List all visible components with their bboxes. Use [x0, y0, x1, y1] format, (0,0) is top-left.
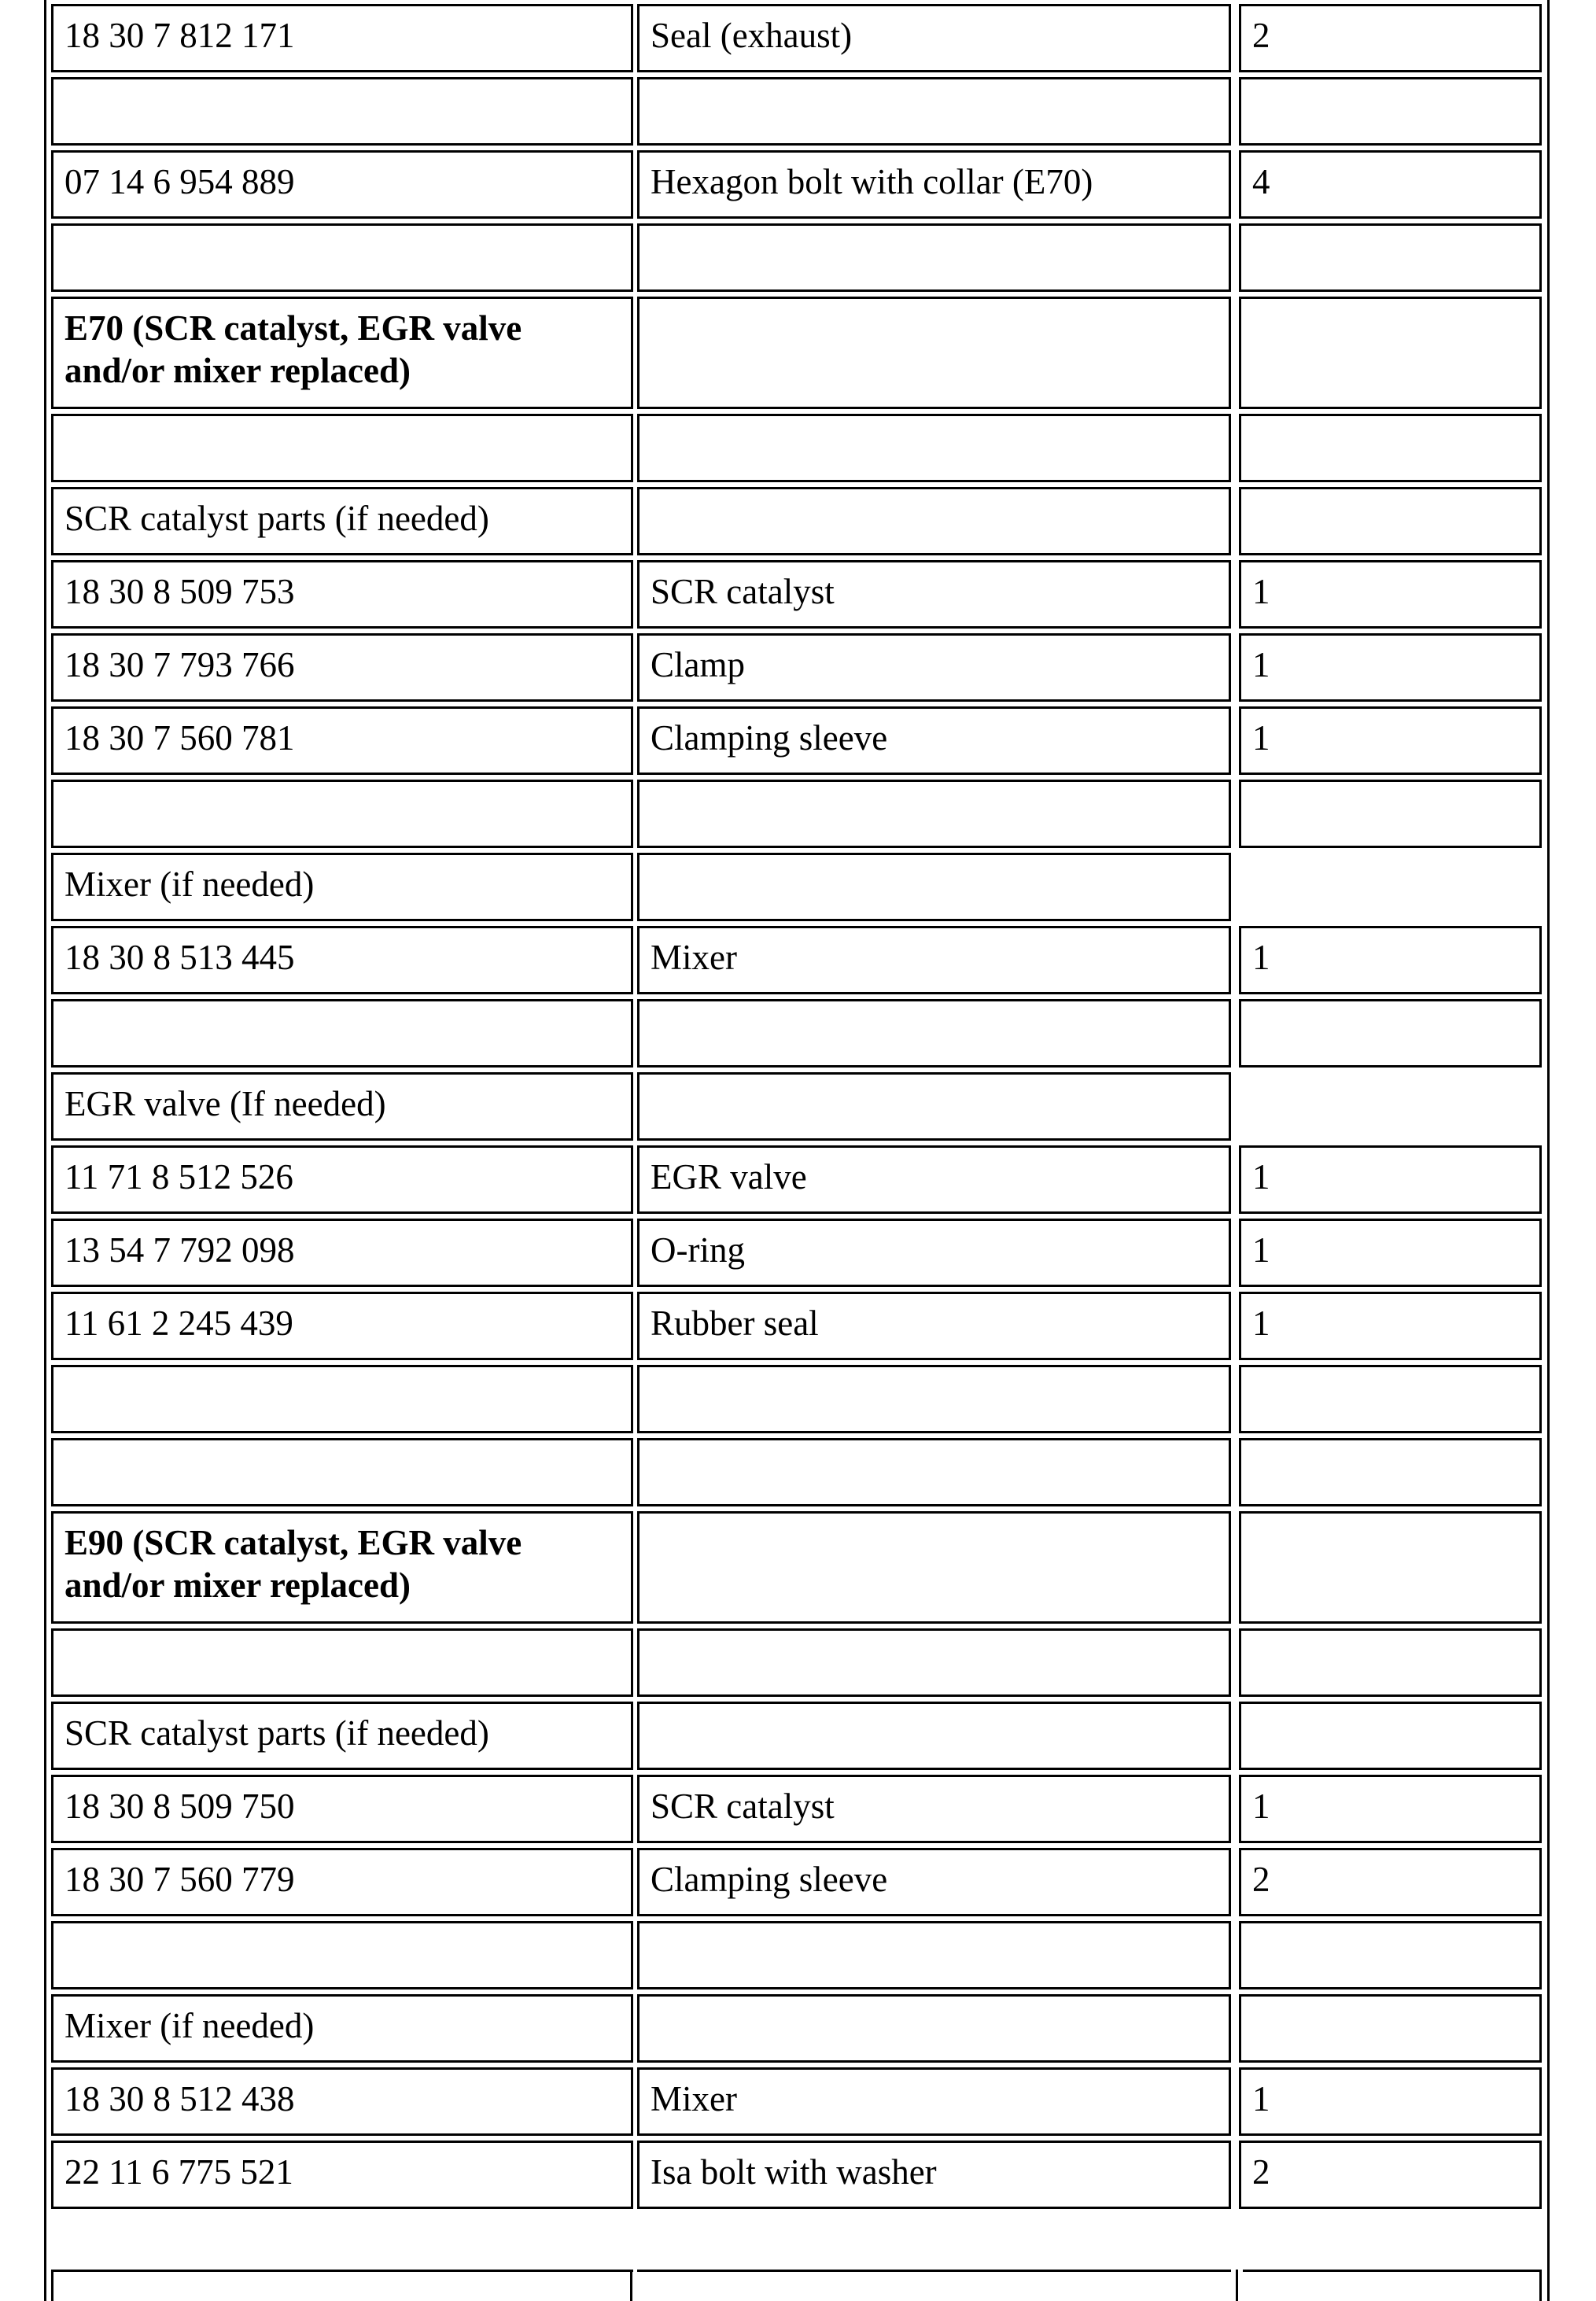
quantity-cell: 1	[1239, 560, 1542, 629]
part-number-cell: 18 30 8 512 438	[51, 2067, 633, 2136]
table-row	[0, 1365, 1596, 1433]
part-number-cell: 18 30 8 509 753	[51, 560, 633, 629]
part-number-cell: 07 14 6 954 889	[51, 150, 633, 219]
quantity-cell: 1	[1239, 1219, 1542, 1287]
description-cell: O-ring	[637, 1219, 1231, 1287]
quantity-cell	[1239, 414, 1542, 482]
table-row	[0, 487, 1596, 555]
description-cell	[637, 414, 1231, 482]
quantity-cell	[1239, 297, 1542, 409]
part-number-cell	[51, 1365, 633, 1433]
part-number-cell: 18 30 7 812 171	[51, 4, 633, 72]
description-cell: Clamping sleeve	[637, 1848, 1231, 1916]
quantity-cell	[1239, 780, 1542, 848]
table-row	[0, 2141, 1596, 2209]
table-row	[0, 1292, 1596, 1360]
table-row	[0, 2067, 1596, 2136]
description-cell: Seal (exhaust)	[637, 4, 1231, 72]
quantity-cell	[1239, 1702, 1542, 1770]
table-row	[0, 77, 1596, 146]
description-cell: Mixer	[637, 2067, 1231, 2136]
description-cell: Mixer	[637, 926, 1231, 994]
description-cell	[637, 1628, 1231, 1697]
part-number-cell	[51, 1921, 633, 1989]
quantity-cell: 1	[1239, 633, 1542, 702]
description-cell	[637, 77, 1231, 146]
description-cell	[637, 1438, 1231, 1506]
table-row	[0, 1628, 1596, 1697]
description-cell	[637, 1702, 1231, 1770]
table-row	[0, 633, 1596, 702]
description-cell	[637, 1511, 1231, 1624]
table-continuation-top-b	[637, 2270, 1231, 2272]
description-cell: SCR catalyst	[637, 560, 1231, 629]
part-number-cell: 18 30 7 560 781	[51, 706, 633, 775]
table-row	[0, 4, 1596, 72]
quantity-cell: 1	[1239, 1145, 1542, 1214]
part-number-cell	[51, 999, 633, 1068]
quantity-cell: 1	[1239, 1775, 1542, 1843]
quantity-cell	[1239, 999, 1542, 1068]
part-number-cell: SCR catalyst parts (if needed)	[51, 1702, 633, 1770]
table-section-heading-row	[0, 297, 1596, 409]
quantity-cell	[1239, 1921, 1542, 1989]
table-row	[0, 560, 1596, 629]
quantity-cell: 1	[1239, 706, 1542, 775]
quantity-cell	[1239, 1994, 1542, 2063]
table-section-heading-row	[0, 1511, 1596, 1624]
table-continuation-top-a	[51, 2270, 633, 2272]
quantity-cell: 1	[1239, 1292, 1542, 1360]
table-continuation-mid2	[1236, 2270, 1238, 2301]
table-row	[0, 1072, 1596, 1141]
description-cell	[637, 487, 1231, 555]
table-row	[0, 853, 1596, 921]
part-number-cell	[51, 414, 633, 482]
part-number-cell: 18 30 7 793 766	[51, 633, 633, 702]
description-cell: Rubber seal	[637, 1292, 1231, 1360]
quantity-cell	[1239, 1365, 1542, 1433]
quantity-cell: 2	[1239, 4, 1542, 72]
description-cell: Clamping sleeve	[637, 706, 1231, 775]
part-number-cell: 18 30 8 513 445	[51, 926, 633, 994]
quantity-cell	[1239, 1511, 1542, 1624]
table-continuation-mid1	[630, 2270, 632, 2301]
part-number-cell: Mixer (if needed)	[51, 853, 633, 921]
quantity-cell: 1	[1239, 2067, 1542, 2136]
description-cell	[637, 1365, 1231, 1433]
part-number-cell	[51, 77, 633, 146]
description-cell	[637, 1994, 1231, 2063]
quantity-cell: 4	[1239, 150, 1542, 219]
table-row	[0, 999, 1596, 1068]
table-continuation-left	[51, 2270, 53, 2301]
quantity-cell	[1239, 1438, 1542, 1506]
part-number-cell: 18 30 7 560 779	[51, 1848, 633, 1916]
quantity-cell	[1239, 487, 1542, 555]
description-cell: Hexagon bolt with collar (E70)	[637, 150, 1231, 219]
table-row	[0, 1145, 1596, 1214]
table-row	[0, 706, 1596, 775]
part-number-cell	[51, 223, 633, 292]
table-row	[0, 1994, 1596, 2063]
part-number-cell	[51, 1438, 633, 1506]
quantity-cell: 2	[1239, 2141, 1542, 2209]
description-cell: Clamp	[637, 633, 1231, 702]
description-cell	[637, 1072, 1231, 1141]
part-number-cell: SCR catalyst parts (if needed)	[51, 487, 633, 555]
part-number-cell: 18 30 8 509 750	[51, 1775, 633, 1843]
description-cell	[637, 223, 1231, 292]
description-cell: SCR catalyst	[637, 1775, 1231, 1843]
description-cell	[637, 853, 1231, 921]
part-number-cell: 13 54 7 792 098	[51, 1219, 633, 1287]
part-number-cell: Mixer (if needed)	[51, 1994, 633, 2063]
table-continuation-top-c	[1243, 2270, 1542, 2272]
table-row	[0, 1219, 1596, 1287]
description-cell: Isa bolt with washer	[637, 2141, 1231, 2209]
part-number-cell	[51, 780, 633, 848]
quantity-cell	[1239, 223, 1542, 292]
table-row	[0, 926, 1596, 994]
quantity-cell: 1	[1239, 926, 1542, 994]
table-row	[0, 414, 1596, 482]
description-cell	[637, 780, 1231, 848]
table-row	[0, 223, 1596, 292]
description-cell	[637, 999, 1231, 1068]
part-number-cell: E90 (SCR catalyst, EGR valve and/or mixer replaced)	[51, 1511, 633, 1624]
table-row	[0, 1775, 1596, 1843]
table-row	[0, 1702, 1596, 1770]
table-row	[0, 1848, 1596, 1916]
table-row	[0, 1921, 1596, 1989]
part-number-cell: 11 71 8 512 526	[51, 1145, 633, 1214]
description-cell: EGR valve	[637, 1145, 1231, 1214]
quantity-cell	[1239, 1628, 1542, 1697]
quantity-cell	[1239, 77, 1542, 146]
table-row	[0, 150, 1596, 219]
quantity-cell: 2	[1239, 1848, 1542, 1916]
table-row	[0, 780, 1596, 848]
table-continuation-right	[1539, 2270, 1542, 2301]
part-number-cell: 11 61 2 245 439	[51, 1292, 633, 1360]
part-number-cell: 22 11 6 775 521	[51, 2141, 633, 2209]
part-number-cell	[51, 1628, 633, 1697]
part-number-cell: EGR valve (If needed)	[51, 1072, 633, 1141]
part-number-cell: E70 (SCR catalyst, EGR valve and/or mixer replaced)	[51, 297, 633, 409]
description-cell	[637, 1921, 1231, 1989]
table-row	[0, 1438, 1596, 1506]
description-cell	[637, 297, 1231, 409]
